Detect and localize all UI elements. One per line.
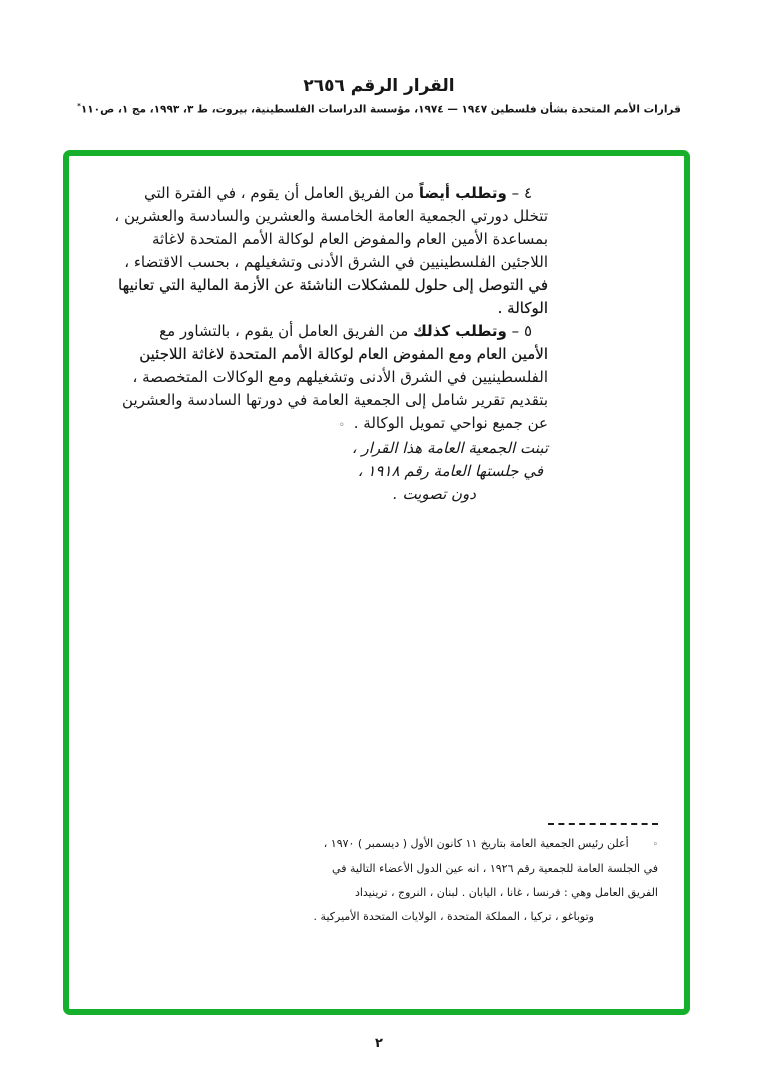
document-frame <box>63 150 690 1015</box>
paragraph-4-line-3: بمساعدة الأمين العام والمفوض العام لوكالة الأمم المتحدة لاغاثة <box>151 230 548 248</box>
footnote-marker: ◦ <box>652 840 658 850</box>
paragraph-4-line-5: في التوصل إلى حلول للمشكلات الناشئة عن الأزمة المالية التي تعانيها <box>118 276 548 294</box>
paragraph-4-line-2: تتخلل دورتي الجمعية العامة الخامسة والعشرين والسادسة والعشرين ، <box>114 207 548 225</box>
paragraph-5-line-1 <box>78 320 548 343</box>
paragraph-5-bold-lead: وتطلب كذلك <box>413 322 507 340</box>
paragraph-5-line-3: الفلسطينيين في الشرق الأدنى وتشغيلهم ومع الوكالات المتخصصة ، <box>132 368 548 386</box>
paragraph-5-line-5 <box>78 412 548 437</box>
paragraph-5-line-2: الأمين العام ومع المفوض العام لوكالة الأمم المتحدة لاغاثة اللاجئين <box>139 345 548 363</box>
footnote-line-1-text: أعلن رئيس الجمعية العامة بتاريخ ١١ كانون الأول ( ديسمبر ) ١٩٧٠ ، <box>323 837 629 850</box>
page-number: ٢ <box>375 1036 383 1051</box>
paragraph-4-line-1-text: من الفريق العامل أن يقوم ، في الفترة التي <box>144 184 415 202</box>
footnote-ref-mark: ◦ <box>338 420 345 431</box>
footnote-line-4: وتوباغو ، تركيا ، المملكة المتحدة ، الولايات المتحدة الأميركية . <box>313 910 594 923</box>
citation-note-mark: * <box>77 102 81 110</box>
resolution-body <box>78 182 548 506</box>
footnote-block <box>288 832 658 929</box>
paragraph-4-line-1 <box>78 182 548 205</box>
paragraph-4-line-6: الوكالة . <box>497 299 548 317</box>
source-citation-text: قرارات الأمم المتحدة بشأن فلسطين ١٩٤٧ — ١٩٧٤، مؤسسة الدراسات الفلسطينية، بيروت، ط ٣، ١٩٩٣، مج ١، ص١١٠ <box>80 103 681 116</box>
paragraph-4-line-4: اللاجئين الفلسطينيين في الشرق الأدنى وتشغيلهم ، بحسب الاقتضاء ، <box>124 253 548 271</box>
adoption-line-1: تبنت الجمعية العامة هذا القرار ، <box>351 439 548 457</box>
source-citation <box>0 102 758 116</box>
paragraph-5-number: ٥ – <box>511 322 532 340</box>
footnote-line-2: في الجلسة العامة للجمعية رقم ١٩٢٦ ، انه عين الدول الأعضاء التالية في <box>332 862 658 875</box>
footnote-line-1 <box>288 832 658 857</box>
paragraph-4-bold-lead: وتطلب أيضاً <box>418 184 507 202</box>
footnote-separator <box>548 823 658 825</box>
footnote-line-3: الفريق العامل وهي : فرنسا ، غانا ، اليابان . لبنان ، النروج ، ترينيداد <box>354 886 658 899</box>
paragraph-5-line-4: بتقديم تقرير شامل إلى الجمعية العامة في دورتها السادسة والعشرين <box>122 391 548 409</box>
paragraph-5-line-5-text: عن جميع نواحي تمويل الوكالة . <box>353 414 548 432</box>
paragraph-4-number: ٤ – <box>511 184 532 202</box>
adoption-line-2: في جلستها العامة رقم ١٩١٨ ، <box>357 462 543 480</box>
adoption-line-3: دون تصويت . <box>392 485 476 503</box>
page-header <box>0 76 758 116</box>
resolution-title: القرار الرقم ٢٦٥٦ <box>303 76 455 96</box>
paragraph-5-line-1-text: من الفريق العامل أن يقوم ، بالتشاور مع <box>159 322 409 340</box>
